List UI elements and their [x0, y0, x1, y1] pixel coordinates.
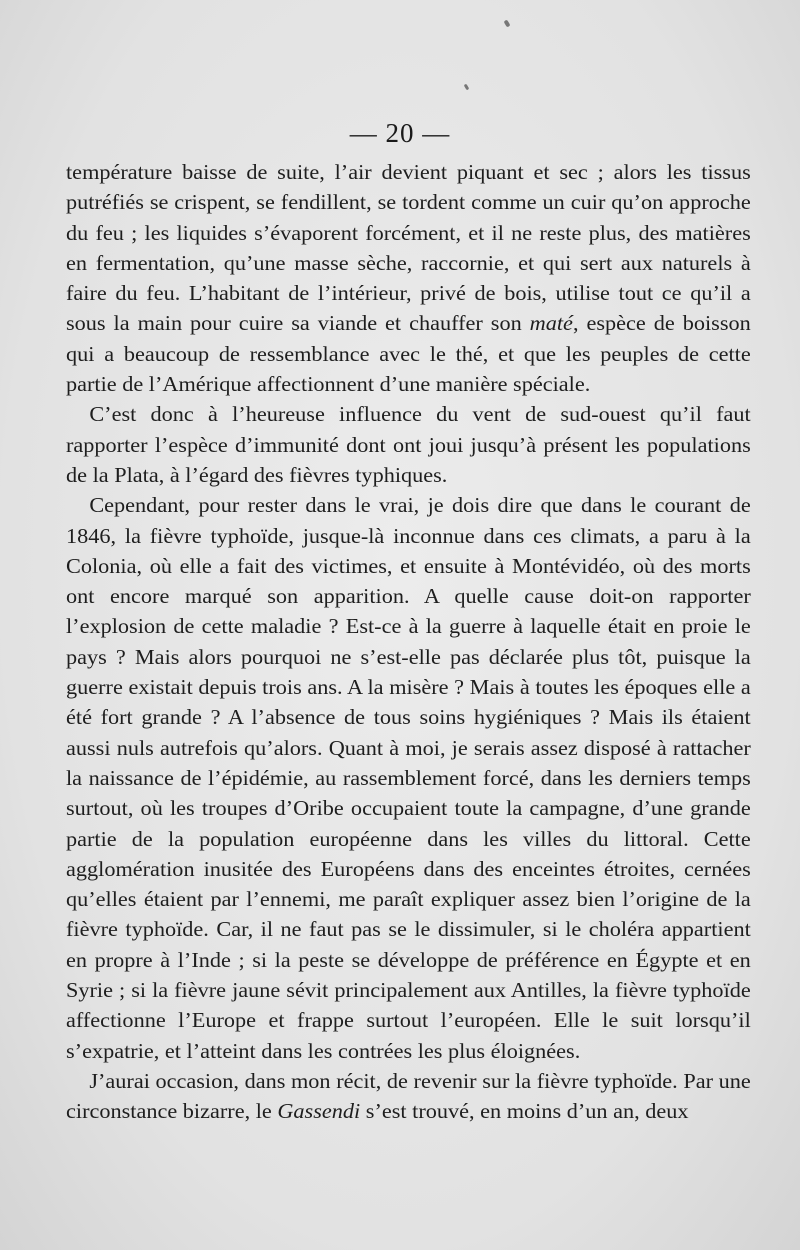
paragraph-1: température baisse de suite, l’air devient piquant et sec ; alors les tissus putréfiés se crispent, se fendillent, se tordent comme un cuir qu’on approche du feu ; les liquides s’évaporent forcément, et il ne reste plus, des matières en fermentation, qu’une masse sèche, raccornie, et qui sert aux naturels à faire du feu. L’habitant de l’intérieur, privé de bois, utilise tout ce qu’il a sous la main pour cuire sa viande et chauffer son maté, espèce de boisson qui a beaucoup de ressemblance avec le thé, et que les peuples de cette partie de l’Amérique affectionnent d’une manière spéciale. — [66, 160, 751, 397]
paragraph-3: Cependant, pour rester dans le vrai, je dois dire que dans le courant de 1846, la fièvre typhoïde, jusque-là inconnue dans ces climats, a paru à la Colonia, où elle a fait des victimes, et ensuite à Montévidéo, où des morts ont encore marqué son apparition. A quelle cause doit-on rapporter l’explosion de cette maladie ? Est-ce à la guerre à laquelle était en proie le pays ? Mais alors pourquoi ne s’est-elle pas déclarée plus tôt, puisque la guerre existait depuis trois ans. A la misère ? Mais à toutes les époques elle a été fort grande ? A l’absence de tous soins hygiéniques ? Mais ils étaient aussi nuls autrefois qu’alors. Quant à moi, je serais assez disposé à rattacher la naissance de l’épidémie, au rassemblement forcé, dans les derniers temps surtout, où les troupes d’Oribe occupaient toute la campagne, d’une grande partie de la population européenne dans les villes du littoral. Cette agglomération inusitée des Européens dans des enceintes étroites, cernées qu’elles étaient par l’ennemi, me paraît expliquer assez bien l’origine de la fièvre typhoïde. Car, il ne faut pas se le dissimuler, si le choléra appartient en propre à l’Inde ; si la peste se développe de préférence en Égypte et en Syrie ; si la fièvre jaune sévit principalement aux Antilles, la fièvre typhoïde affectionne l’Europe et frappe surtout l’européen. Elle le suit lorsqu’il s’expatrie, et l’atteint dans les contrées les plus éloignées. — [66, 493, 751, 1063]
body-text — [66, 157, 751, 1127]
page-number: — 20 — — [349, 118, 451, 148]
ink-speck — [504, 19, 511, 27]
paragraph-4: J’aurai occasion, dans mon récit, de revenir sur la fièvre typhoïde. Par une circonstance bizarre, le Gassendi s’est trouvé, en moins d’un an, deux — [66, 1068, 751, 1124]
paragraph-2: C’est donc à l’heureuse influence du vent de sud-ouest qu’il faut rapporter l’espèce d’immunité dont ont joui jusqu’à présent les populations de la Plata, à l’égard des fièvres typhiques. — [66, 402, 751, 487]
ink-speck — [464, 84, 470, 91]
